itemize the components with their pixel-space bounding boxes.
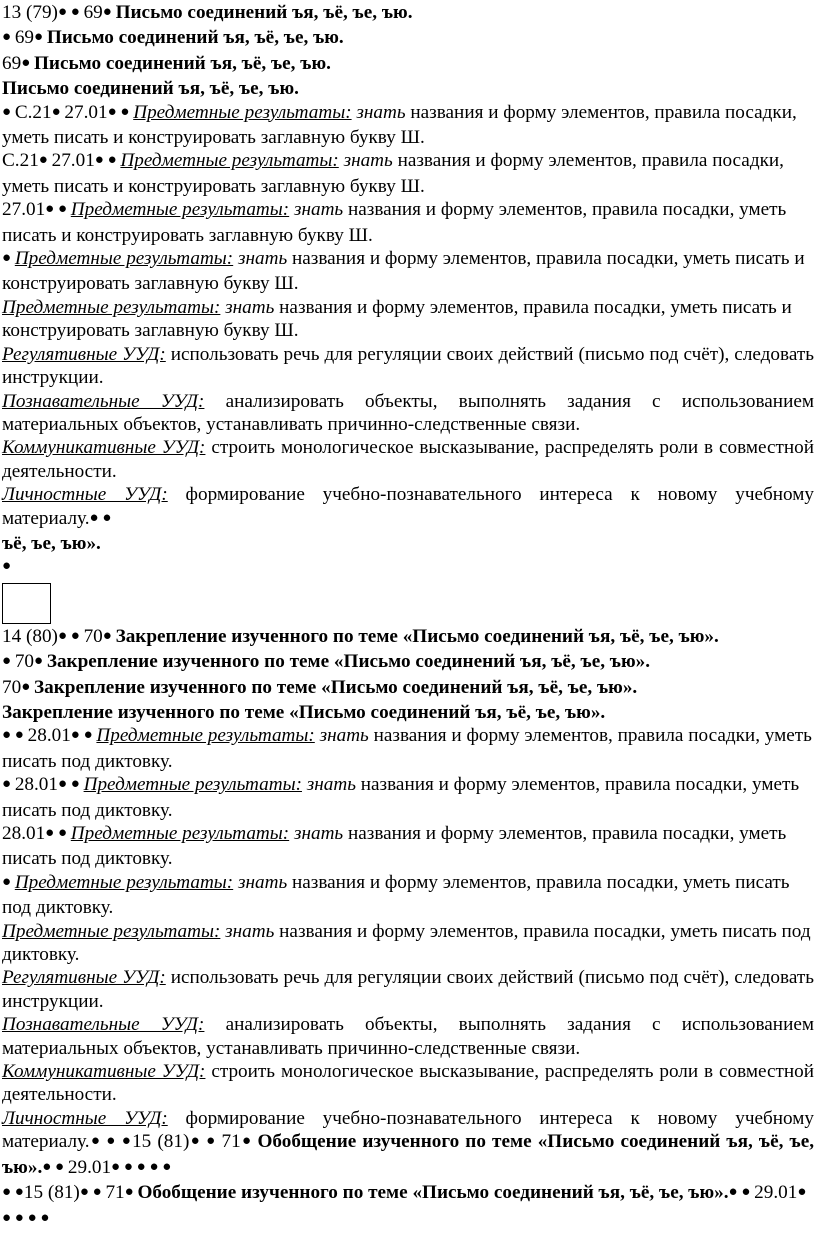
lesson-title: ъё, ъе, ъю». [2, 532, 101, 554]
section-label: Предметные результаты: [133, 101, 352, 123]
text-run: названия и форму элементов, правила посадки, уметь писать и конструировать заглавную букву Ш. [2, 150, 784, 197]
paragraph [2, 1181, 814, 1232]
text-run: 28.01 [2, 823, 46, 844]
text-run: 70 [14, 651, 34, 673]
lesson-14-section [2, 625, 814, 1232]
lesson-14-uud [2, 966, 814, 1181]
paragraph [2, 650, 814, 675]
paragraph [2, 1060, 814, 1107]
emphasis-text: знать [293, 199, 344, 221]
paragraph [2, 1, 814, 26]
bullet-icon: ● ● [79, 1184, 106, 1201]
bullet-icon: ● [124, 1184, 138, 1201]
lesson-title: Обобщение изученного по теме «Письмо соединений ъя, ъё, ъе, ъю». [2, 1131, 815, 1178]
lesson-title: Письмо соединений ъя, ъё, ъе, ъю. [46, 27, 344, 49]
paragraph [2, 1107, 814, 1181]
section-label: Предметные результаты: [2, 296, 221, 318]
bullet-icon: ● ● [57, 627, 84, 644]
paragraph [2, 483, 814, 532]
text-run: названия и форму элементов, правила посадки, уметь писать и конструировать заглавную букву Ш. [2, 101, 797, 149]
emphasis-text: знать [319, 725, 369, 747]
bullet-icon: ● [2, 653, 15, 670]
lesson-title: Закрепление изученного по теме «Письмо соединений ъя, ъё, ъе, ъю». [34, 676, 638, 698]
paragraph [2, 296, 814, 343]
emphasis-text: знать [356, 101, 406, 123]
bullet-icon: ● [51, 103, 65, 120]
bullet-icon: ● ● [2, 1184, 24, 1201]
section-label: Предметные результаты: [83, 774, 302, 796]
lesson-14-heading [2, 625, 814, 725]
section-label: Познавательные УУД: [2, 1014, 205, 1036]
text-run: 70 [83, 625, 103, 647]
paragraph [2, 676, 814, 701]
emphasis-text: знать [225, 920, 275, 942]
lesson-title: Закрепление изученного по теме «Письмо соединений ъя, ъё, ъе, ъю». [115, 625, 719, 647]
text-run: строить монологическое высказывание, распределять роли в совместной деятельности. [2, 1061, 814, 1106]
section-label: Предметные результаты: [96, 725, 315, 747]
section-label: Предметные результаты: [2, 920, 221, 942]
text-run: 27.01 [51, 150, 95, 172]
text-run: названия и форму элементов, правила посадки, уметь писать под диктовку. [2, 920, 811, 966]
bullet-icon: ● ● [45, 201, 71, 218]
paragraph [2, 920, 814, 967]
text-run: 29.01 [754, 1182, 798, 1204]
paragraph [2, 822, 814, 871]
paragraph [2, 77, 814, 100]
lesson-title: Письмо соединений ъя, ъё, ъе, ъю. [34, 52, 331, 74]
lesson-13-tail [2, 532, 814, 581]
lesson-13-section [2, 1, 814, 581]
section-label: Коммуникативные УУД: [2, 1061, 206, 1083]
text-run: 29.01 [67, 1156, 112, 1178]
text-run: 28.01 [27, 725, 71, 747]
text-run: 15 (81) [23, 1182, 80, 1204]
text-run: 15 (81) [132, 1131, 190, 1153]
paragraph [2, 198, 814, 247]
text-run: формирование учебно-познавательного интереса к новому учебному материалу. [2, 484, 814, 529]
text-run: анализировать объекты, выполнять задания с использованием материальных объектов, устанавливать причинно-следственные связи. [2, 1014, 815, 1059]
section-label: Регулятивные УУД: [2, 967, 166, 989]
lesson-13-subject-results [2, 101, 814, 343]
bullet-icon: ● [34, 29, 47, 46]
text-run: названия и форму элементов, правила посадки, уметь писать под диктовку. [2, 871, 790, 919]
text-run: использовать речь для регуляции своих действий (письмо под счёт), следовать инструкции. [2, 343, 814, 389]
text-run: 27.01 [2, 199, 46, 221]
bullet-icon: ● [2, 29, 15, 46]
lesson-title: Письмо соединений ъя, ъё, ъе, ъю. [115, 2, 413, 23]
text-run: С.21 [14, 101, 52, 123]
bullet-icon: ● ● [57, 4, 84, 20]
bullet-icon: ● ● [94, 152, 121, 169]
paragraph [2, 625, 814, 650]
text-run: названия и форму элементов, правила посадки, уметь писать под диктовку. [2, 725, 812, 772]
section-label: Предметные результаты: [70, 823, 290, 844]
text-run: названия и форму элементов, правила посадки, уметь писать и конструировать заглавную букву Ш. [2, 248, 805, 295]
bullet-icon: ● [2, 558, 12, 575]
paragraph [2, 966, 814, 1013]
text-run: формирование учебно-познавательного интереса к новому учебному материалу. [2, 1107, 814, 1153]
paragraph [2, 532, 814, 555]
bullet-icon: ● ● [42, 1158, 68, 1175]
paragraph [2, 724, 814, 773]
text-run: названия и форму элементов, правила посадки, уметь писать и конструировать заглавную букву Ш. [2, 296, 792, 342]
lesson-14-subject-results [2, 724, 814, 966]
bullet-icon: ● [102, 4, 116, 20]
text-run: анализировать объекты, выполнять задания с использованием материальных объектов, устанавливать причинно-следственные связи. [2, 390, 815, 435]
bullet-icon: ● [21, 54, 34, 71]
bullet-icon: ● ● ● ● ● [111, 1158, 172, 1175]
lesson-title: Обобщение изученного по теме «Письмо соединений ъя, ъё, ъе, ъю». [137, 1182, 729, 1204]
bullet-icon: ● [34, 653, 47, 670]
section-label: Познавательные УУД: [2, 390, 205, 412]
lesson-13-uud [2, 343, 814, 532]
lesson-15-heading [2, 1181, 814, 1232]
bullet-icon: ● [2, 103, 15, 120]
lesson-title: Письмо соединений ъя, ъё, ъе, ъю. [2, 78, 299, 100]
text-run: 71 [221, 1131, 241, 1153]
emphasis-text: знать [237, 248, 288, 270]
paragraph [2, 436, 814, 483]
section-label: Личностные УУД: [2, 484, 168, 506]
paragraph [2, 871, 814, 920]
emphasis-text: знать [293, 823, 344, 844]
bullet-icon: ● ● [57, 776, 84, 793]
section-label: Личностные УУД: [2, 1107, 168, 1129]
bullet-icon: ● ● ● ● ● [2, 1184, 807, 1226]
lesson-13-heading [2, 1, 814, 101]
bullet-icon: ● [38, 152, 52, 169]
emphasis-text: знать [343, 150, 393, 172]
bullet-icon: ● ● [189, 1133, 222, 1150]
bullet-icon: ● ● [45, 825, 71, 841]
lesson-title: Закрепление изученного по теме «Письмо соединений ъя, ъё, ъе, ъю». [2, 701, 606, 723]
bullet-icon: ● ● [89, 509, 112, 526]
paragraph [2, 52, 814, 77]
paragraph [2, 101, 814, 150]
text-run: названия и форму элементов, правила посадки, уметь писать под диктовку. [2, 774, 800, 821]
text-run: 69 [83, 2, 103, 23]
paragraph [2, 555, 814, 580]
bullet-icon: ● ● [70, 727, 97, 744]
text-run: С.21 [2, 150, 39, 172]
text-run: 13 (79) [2, 2, 58, 23]
text-run: 28.01 [14, 774, 58, 796]
section-label: Регулятивные УУД: [2, 343, 166, 365]
section-label: Предметные результаты: [70, 199, 290, 221]
bullet-icon: ● ● [107, 103, 134, 120]
section-label: Предметные результаты: [120, 150, 339, 172]
paragraph [2, 390, 814, 437]
text-run: 70 [2, 676, 22, 698]
text-run: 69 [14, 27, 34, 49]
section-label: Предметные результаты: [14, 871, 234, 893]
bullet-icon: ● [240, 1133, 258, 1150]
emphasis-text: знать [225, 296, 275, 318]
paragraph [2, 247, 814, 296]
emphasis-text: знать [237, 871, 288, 893]
text-run: 27.01 [64, 101, 108, 123]
bullet-icon: ● [2, 776, 15, 793]
lesson-title: Закрепление изученного по теме «Письмо соединений ъя, ъё, ъе, ъю». [46, 651, 651, 673]
paragraph [2, 1013, 814, 1060]
bullet-icon: ● ● [2, 727, 28, 744]
emphasis-text: знать [306, 774, 356, 796]
bullet-icon: ● [2, 250, 15, 267]
bullet-icon: ● [2, 873, 15, 890]
text-run: 69 [2, 52, 22, 74]
paragraph [2, 701, 814, 724]
paragraph [2, 343, 814, 390]
text-run: использовать речь для регуляции своих действий (письмо под счёт), следовать инструкции. [2, 967, 814, 1012]
text-run: названия и форму элементов, правила посадки, уметь писать и конструировать заглавную букву Ш. [2, 199, 787, 246]
paragraph [2, 149, 814, 198]
bullet-icon: ● ● [728, 1184, 755, 1201]
bullet-icon: ● [21, 678, 34, 695]
section-label: Предметные результаты: [14, 248, 234, 270]
text-run: 71 [105, 1182, 125, 1204]
text-run: 14 (80) [2, 625, 58, 647]
paragraph [2, 26, 814, 51]
empty-table-cell [2, 583, 51, 624]
bullet-icon: ● [102, 627, 116, 644]
text-run: строить монологическое высказывание, распределять роли в совместной деятельности. [2, 437, 814, 482]
bullet-icon: ● ● ● [89, 1133, 133, 1150]
section-label: Коммуникативные УУД: [2, 437, 206, 459]
paragraph [2, 773, 814, 822]
text-run: названия и форму элементов, правила посадки, уметь писать под диктовку. [2, 823, 787, 870]
